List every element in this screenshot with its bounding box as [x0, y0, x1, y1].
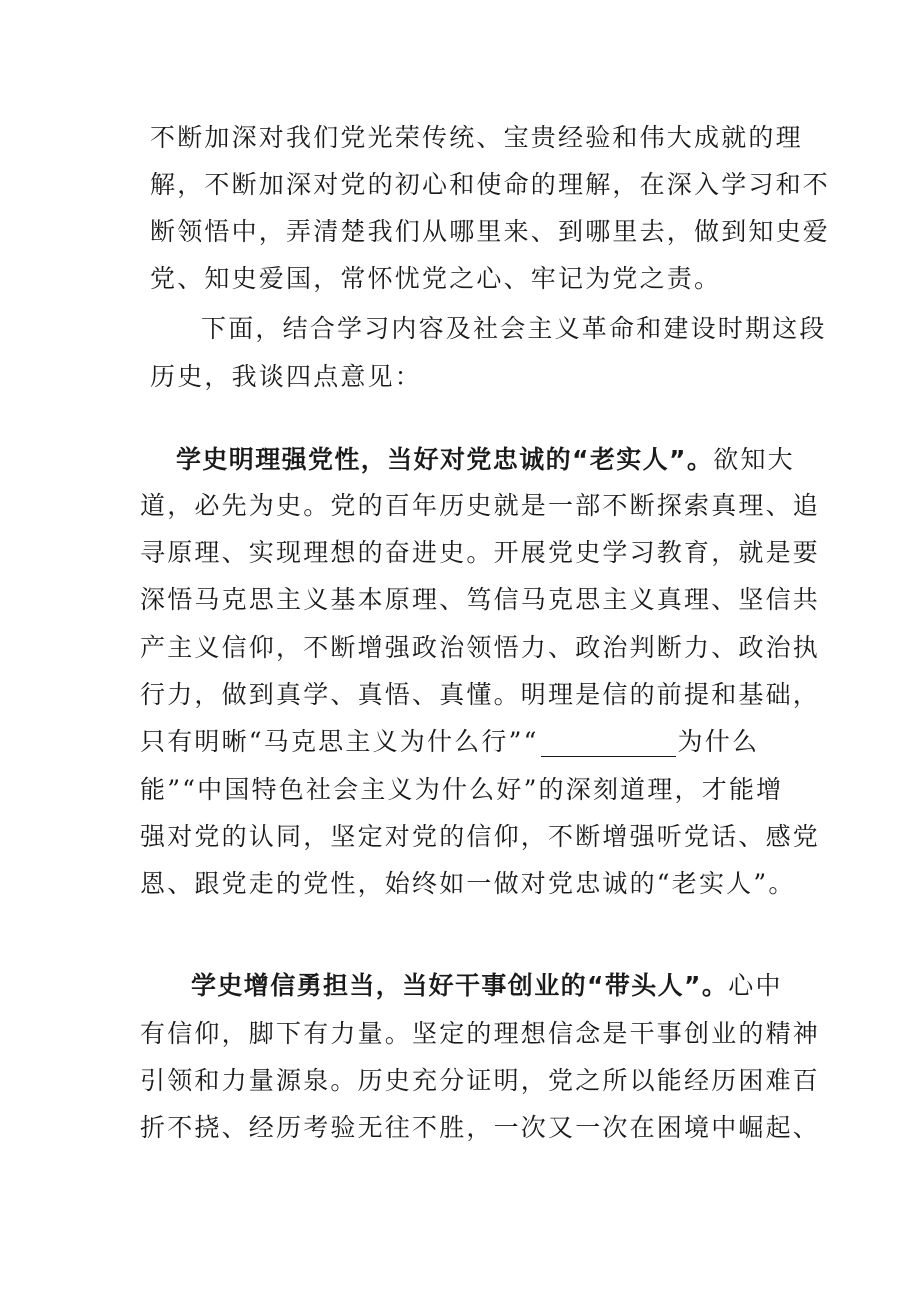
section-1-blank-line — [140, 727, 759, 757]
section-2-line-3: 引领和力量源泉。历史充分证明，党之所以能经历困难百 — [140, 1066, 821, 1095]
section-1-line-9: 强对党的认同，坚定对党的信仰，不断增强听党话、感党 — [140, 822, 821, 851]
section-1-line-6: 行力，做到真学、真悟、真懂。明理是信的前提和基础， — [140, 680, 821, 709]
section-2-heading: 学史增信勇担当，当好干事创业的“带头人”。 — [191, 971, 729, 1000]
section-1-line-5: 产主义信仰，不断增强政治领悟力、政治判断力、政治执 — [140, 633, 821, 662]
section-2-line-4: 折不挠、经历考验无往不胜，一次又一次在困境中崛起、 — [140, 1113, 821, 1142]
paragraph-1-line-3: 断领悟中，弄清楚我们从哪里来、到哪里去，做到知史爱 — [150, 217, 831, 246]
section-1-heading: 学史明理强党性，当好对党忠诚的“老实人”。 — [176, 445, 714, 474]
section-1-line-8: 能”“中国特色社会主义为什么好”的深刻道理，才能增 — [140, 775, 784, 804]
section-1-line-4: 深悟马克思主义基本原理、笃信马克思主义真理、坚信共 — [140, 585, 821, 614]
blank-line-text-before: 只有明晰“马克思主义为什么行”“ — [140, 727, 539, 756]
paragraph-2-line-1: 下面，结合学习内容及社会主义革命和建设时期这段 — [201, 314, 827, 343]
section-1-first-line — [176, 445, 795, 475]
section-1-line-2: 道，必先为史。党的百年历史就是一部不断探索真理、追 — [140, 491, 821, 520]
section-2-first-line-rest: 心中 — [728, 971, 783, 1000]
section-2-line-2: 有信仰，脚下有力量。坚定的理想信念是干事创业的精神 — [140, 1019, 821, 1048]
fill-in-blank — [541, 730, 676, 757]
paragraph-1-line-4: 党、知史爱国，常怀忧党之心、牢记为党之责。 — [150, 264, 722, 293]
paragraph-1-line-1: 不断加深对我们党光荣传统、宝贵经验和伟大成就的理 — [150, 123, 803, 152]
blank-line-text-after: 为什么 — [677, 727, 760, 756]
paragraph-1-line-2: 解，不断加深对党的初心和使命的理解，在深入学习和不 — [150, 170, 831, 199]
section-1-line-3: 寻原理、实现理想的奋进史。开展党史学习教育，就是要 — [140, 538, 821, 567]
section-1-first-line-rest: 欲知大 — [713, 445, 795, 474]
section-2-first-line — [191, 971, 783, 1001]
section-1-line-10: 恩、跟党走的党性，始终如一做对党忠诚的“老实人”。 — [140, 869, 796, 898]
paragraph-2-line-2: 历史，我谈四点意见： — [150, 362, 423, 391]
